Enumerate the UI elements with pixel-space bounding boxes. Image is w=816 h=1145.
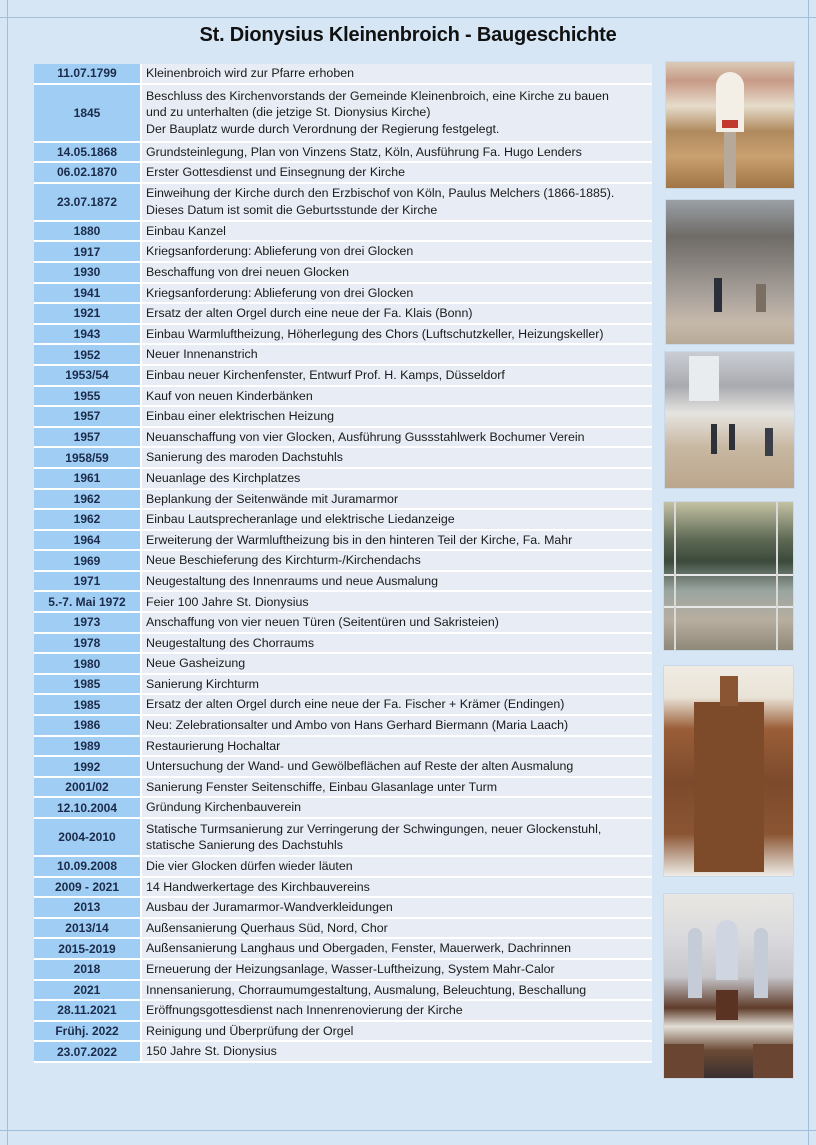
timeline-description: Einbau einer elektrischen Heizung [141,406,652,427]
timeline-date: 1958/59 [34,447,141,468]
timeline-description: Anschaffung von vier neuen Türen (Seitentüren und Sakristeien) [141,612,652,633]
timeline-date: 2013/14 [34,918,141,939]
high-altar-photo [663,665,794,877]
timeline-date: 1941 [34,283,141,304]
timeline-date: 23.07.2022 [34,1041,141,1062]
timeline-description: Die vier Glocken dürfen wieder läuten [141,856,652,877]
timeline-description: Kauf von neuen Kinderbänken [141,386,652,407]
timeline-row [34,427,652,448]
timeline-date: 1980 [34,653,141,674]
timeline-description: Statische Turmsanierung zur Verringerung der Schwingungen, neuer Glockenstuhl, statische Sanierung des Dachstuhls [141,818,652,856]
timeline-row [34,777,652,798]
timeline-description: Gründung Kirchenbauverein [141,797,652,818]
timeline-date: 1845 [34,84,141,142]
timeline-description: Neuanschaffung von vier Glocken, Ausführung Gussstahlwerk Bochumer Verein [141,427,652,448]
timeline-date: 28.11.2021 [34,1000,141,1021]
timeline-description: Einbau Warmluftheizung, Höherlegung des Chors (Luftschutzkeller, Heizungskeller) [141,324,652,345]
timeline-description: Erweiterung der Warmluftheizung bis in den hinteren Teil der Kirche, Fa. Mahr [141,530,652,551]
timeline-date: 1930 [34,262,141,283]
timeline-row [34,633,652,654]
timeline-description: Außensanierung Langhaus und Obergaden, Fenster, Mauerwerk, Dachrinnen [141,938,652,959]
timeline-row [34,1041,652,1062]
timeline-row [34,365,652,386]
timeline-description: Einbau Lautsprecheranlage und elektrische Liedanzeige [141,509,652,530]
timeline-date: 1880 [34,221,141,242]
timeline-description: Innensanierung, Chorraumumgestaltung, Ausmalung, Beleuchtung, Beschallung [141,980,652,1001]
timeline-description: Einbau Kanzel [141,221,652,242]
timeline-date: 10.09.2008 [34,856,141,877]
timeline-row [34,818,652,856]
timeline-description: Neuer Innenanstrich [141,344,652,365]
timeline-date: 1989 [34,736,141,757]
timeline-row [34,1000,652,1021]
timeline-row [34,756,652,777]
timeline-row [34,241,652,262]
timeline-row [34,797,652,818]
scaffolding-interior-photo [663,501,794,651]
timeline-row [34,694,652,715]
timeline-row [34,980,652,1001]
left-guide-line [7,0,8,1145]
timeline-row [34,674,652,695]
timeline-row [34,221,652,242]
timeline-table [34,64,652,1063]
timeline-row [34,406,652,427]
timeline-row [34,509,652,530]
timeline-date: 2009 - 2021 [34,877,141,898]
timeline-row [34,530,652,551]
timeline-date: 1971 [34,571,141,592]
bottom-guide-line [0,1130,816,1131]
timeline-description: Einbau neuer Kirchenfenster, Entwurf Prof. H. Kamps, Düsseldorf [141,365,652,386]
timeline-date: 12.10.2004 [34,797,141,818]
timeline-row [34,162,652,183]
timeline-description: Neugestaltung des Innenraums und neue Ausmalung [141,571,652,592]
timeline-row [34,550,652,571]
timeline-description: Kriegsanforderung: Ablieferung von drei Glocken [141,241,652,262]
page-title: St. Dionysius Kleinenbroich - Baugeschichte [199,24,617,46]
timeline-date: 1964 [34,530,141,551]
timeline-description: Außensanierung Querhaus Süd, Nord, Chor [141,918,652,939]
timeline-date: 2013 [34,897,141,918]
timeline-row [34,877,652,898]
timeline-row [34,489,652,510]
timeline-date: 1943 [34,324,141,345]
timeline-date: 1969 [34,550,141,571]
timeline-description: Einweihung der Kirche durch den Erzbischof von Köln, Paulus Melchers (1866-1885). Dieses Datum ist somit die Geburtsstunde der Kirche [141,183,652,221]
timeline-description: Feier 100 Jahre St. Dionysius [141,591,652,612]
timeline-description: Untersuchung der Wand- und Gewölbeflächen auf Reste der alten Ausmalung [141,756,652,777]
timeline-row [34,591,652,612]
timeline-date: 1973 [34,612,141,633]
timeline-description: Neugestaltung des Chorraums [141,633,652,654]
timeline-row [34,84,652,142]
right-guide-line [808,0,809,1145]
timeline-description: Ausbau der Juramarmor-Wandverkleidungen [141,897,652,918]
timeline-description: Eröffnungsgottesdienst nach Innenrenovierung der Kirche [141,1000,652,1021]
timeline-row [34,344,652,365]
timeline-date: 2015-2019 [34,938,141,959]
timeline-description: Erster Gottesdienst und Einsegnung der Kirche [141,162,652,183]
timeline-date: 11.07.1799 [34,64,141,84]
timeline-description: 150 Jahre St. Dionysius [141,1041,652,1062]
timeline-row [34,1021,652,1042]
timeline-row [34,571,652,592]
timeline-date: 1921 [34,303,141,324]
timeline-row [34,918,652,939]
timeline-description: Neuanlage des Kirchplatzes [141,468,652,489]
timeline-row [34,897,652,918]
timeline-row [34,736,652,757]
timeline-body [34,64,652,1062]
top-guide-line [0,17,816,18]
timeline-description: Neue Beschieferung des Kirchturm-/Kirchendachs [141,550,652,571]
timeline-row [34,283,652,304]
timeline-row [34,653,652,674]
timeline-description: Beplankung der Seitenwände mit Juramarmor [141,489,652,510]
timeline-row [34,447,652,468]
timeline-description: Neue Gasheizung [141,653,652,674]
timeline-description: Kriegsanforderung: Ablieferung von drei Glocken [141,283,652,304]
timeline-description: Sanierung des maroden Dachstuhls [141,447,652,468]
timeline-date: 5.-7. Mai 1972 [34,591,141,612]
timeline-row [34,64,652,84]
timeline-row [34,183,652,221]
timeline-description: Ersatz der alten Orgel durch eine neue der Fa. Fischer + Krämer (Endingen) [141,694,652,715]
renovation-choir-work-photo [664,351,795,489]
timeline-description: 14 Handwerkertage des Kirchbauvereins [141,877,652,898]
timeline-description: Beschluss des Kirchenvorstands der Gemeinde Kleinenbroich, eine Kirche zu bauen und zu unterhalten (die jetzige St. Dionysius Kirche) Der Bauplatz wurde durch Verordnung der Regierung festgelegt. [141,84,652,142]
timeline-date: 14.05.1868 [34,142,141,163]
timeline-date: 2018 [34,959,141,980]
timeline-description: Sanierung Fenster Seitenschiffe, Einbau Glasanlage unter Turm [141,777,652,798]
timeline-row [34,468,652,489]
church-interior-nave-photo [665,61,795,189]
timeline-date: 1992 [34,756,141,777]
timeline-date: 1986 [34,715,141,736]
timeline-description: Erneuerung der Heizungsanlage, Wasser-Luftheizung, System Mahr-Calor [141,959,652,980]
timeline-row [34,142,652,163]
timeline-description: Reinigung und Überprüfung der Orgel [141,1021,652,1042]
timeline-date: Frühj. 2022 [34,1021,141,1042]
timeline-description: Neu: Zelebrationsalter und Ambo von Hans Gerhard Biermann (Maria Laach) [141,715,652,736]
timeline-row [34,303,652,324]
timeline-description: Beschaffung von drei neuen Glocken [141,262,652,283]
timeline-row [34,715,652,736]
timeline-description: Kleinenbroich wird zur Pfarre erhoben [141,64,652,84]
timeline-date: 1955 [34,386,141,407]
timeline-description: Grundsteinlegung, Plan von Vinzens Statz, Köln, Ausführung Fa. Hugo Lenders [141,142,652,163]
timeline-date: 1985 [34,674,141,695]
timeline-date: 1957 [34,427,141,448]
timeline-date: 1952 [34,344,141,365]
timeline-date: 1917 [34,241,141,262]
timeline-row [34,386,652,407]
timeline-date: 1985 [34,694,141,715]
timeline-row [34,324,652,345]
timeline-date: 2001/02 [34,777,141,798]
timeline-date: 2021 [34,980,141,1001]
timeline-date: 23.07.1872 [34,183,141,221]
timeline-description: Restaurierung Hochaltar [141,736,652,757]
timeline-date: 06.02.1870 [34,162,141,183]
timeline-date: 1978 [34,633,141,654]
timeline-description: Ersatz der alten Orgel durch eine neue der Fa. Klais (Bonn) [141,303,652,324]
timeline-row [34,612,652,633]
timeline-row [34,938,652,959]
timeline-date: 2004-2010 [34,818,141,856]
choir-after-renovation-photo [663,893,794,1079]
timeline-date: 1953/54 [34,365,141,386]
timeline-row [34,856,652,877]
timeline-date: 1957 [34,406,141,427]
timeline-row [34,959,652,980]
renovation-floor-work-photo [665,199,795,345]
timeline-description: Sanierung Kirchturm [141,674,652,695]
timeline-date: 1962 [34,489,141,510]
timeline-row [34,262,652,283]
timeline-date: 1962 [34,509,141,530]
timeline-date: 1961 [34,468,141,489]
